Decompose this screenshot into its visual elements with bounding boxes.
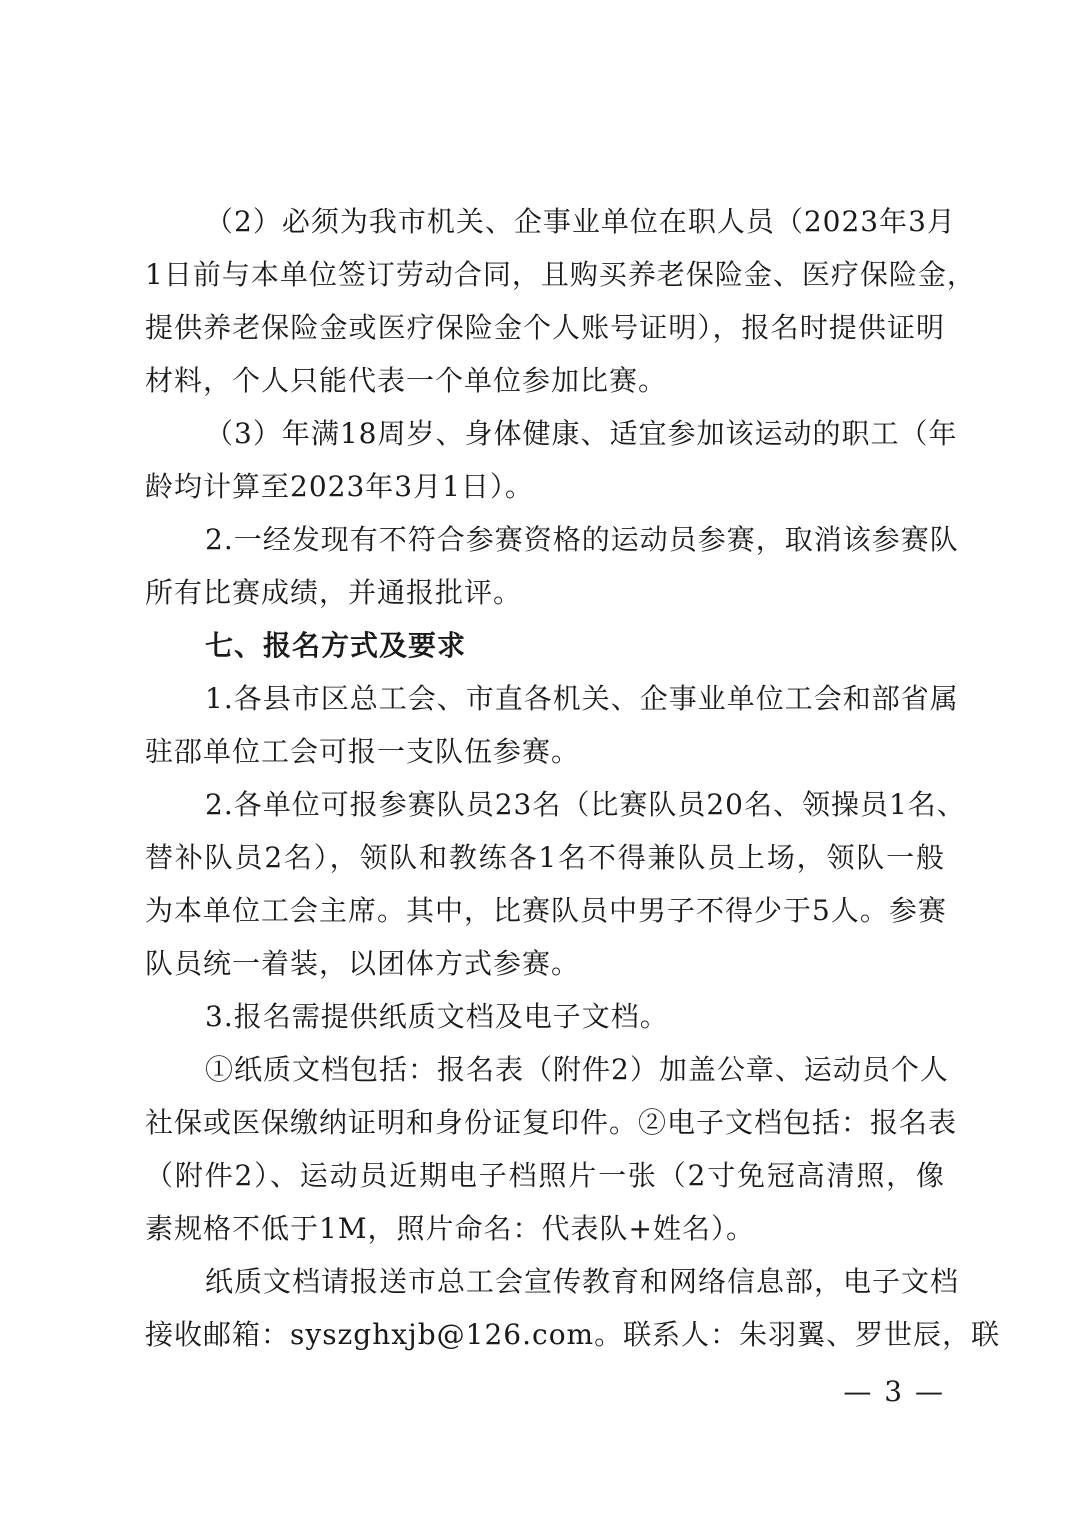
paragraph-line: 1.各县市区总工会、市直各机关、企事业单位工会和部省属 <box>205 682 959 715</box>
paragraph-line: 3.报名需提供纸质文档及电子文档。 <box>205 1000 669 1033</box>
paragraph-line: 2.各单位可报参赛队员23名（比赛队员20名、领操员1名、 <box>205 788 966 821</box>
paragraph-line: 社保或医保缴纳证明和身份证复印件。②电子文档包括：报名表 <box>145 1106 958 1139</box>
paragraph-line: 所有比赛成绩，并通报批评。 <box>145 576 523 609</box>
paragraph-line: 素规格不低于1M，照片命名：代表队+姓名）。 <box>145 1212 755 1245</box>
paragraph-line: 队员统一着装，以团体方式参赛。 <box>145 947 581 980</box>
paragraph-line: 驻邵单位工会可报一支队伍参赛。 <box>145 735 581 768</box>
paragraph-line: ①纸质文档包括：报名表（附件2）加盖公章、运动员个人 <box>205 1053 949 1086</box>
paragraph-line: 提供养老保险金或医疗保险金个人账号证明），报名时提供证明 <box>145 311 945 344</box>
paragraph-line: 为本单位工会主席。其中，比赛队员中男子不得少于5人。参赛 <box>145 894 947 927</box>
paragraph-line: （3）年满18周岁、身体健康、适宜参加该运动的职工（年 <box>205 417 958 450</box>
paragraph-line: 龄均计算至2023年3月1日）。 <box>145 470 534 503</box>
paragraph-line: 替补队员2名），领队和教练各1名不得兼队员上场，领队一般 <box>145 841 945 874</box>
section-heading: 七、报名方式及要求 <box>205 629 467 662</box>
paragraph-line: 纸质文档请报送市总工会宣传教育和网络信息部，电子文档 <box>205 1265 960 1298</box>
paragraph-line: 2.一经发现有不符合参赛资格的运动员参赛，取消该参赛队 <box>205 523 959 556</box>
paragraph-line: （2）必须为我市机关、企事业单位在职人员（2023年3月 <box>205 205 956 238</box>
paragraph-line: （附件2）、运动员近期电子档照片一张（2寸免冠高清照，像 <box>145 1159 945 1192</box>
paragraph-line: 材料，个人只能代表一个单位参加比赛。 <box>145 364 668 397</box>
paragraph-line: 1日前与本单位签订劳动合同，且购买养老保险金、医疗保险金， <box>145 258 976 291</box>
paragraph-line: 接收邮箱：syszghxjb@126.com。联系人：朱羽翼、罗世辰，联 <box>145 1318 1001 1351</box>
page-number: — 3 — <box>843 1375 945 1408</box>
